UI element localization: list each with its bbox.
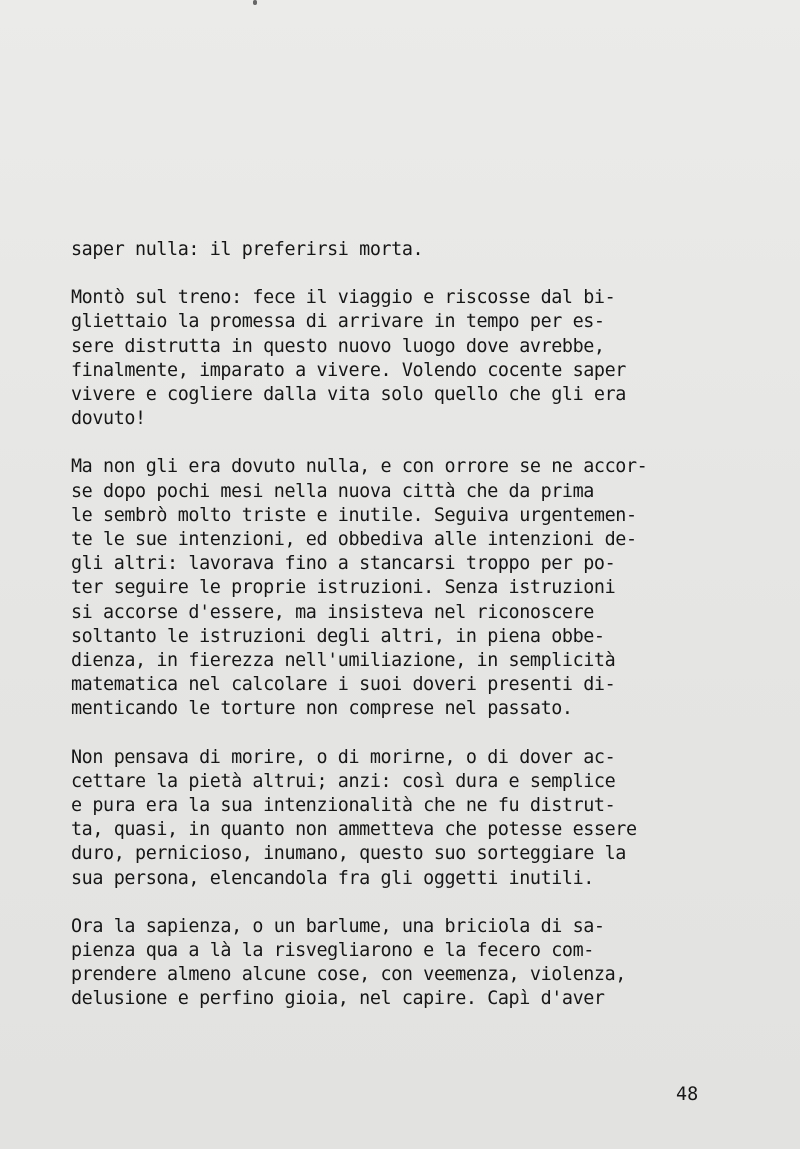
text-line: Montò sul treno: fece il viaggio e riscosse dal bi- — [71, 287, 616, 309]
text-line: matematica nel calcolare i suoi doveri presenti di- — [71, 674, 616, 696]
text-line: vivere e cogliere dalla vita solo quello che gli era — [71, 384, 626, 406]
text-line: prendere almeno alcune cose, con veemenza, violenza, — [71, 964, 626, 986]
scan-mark — [253, 0, 257, 5]
text-line: pienza qua a là la risvegliarono e la fecero com- — [71, 940, 594, 962]
text-line: se dopo pochi mesi nella nuova città che da prima — [71, 480, 594, 502]
text-line: cettare la pietà altrui; anzi: così dura e semplice — [71, 770, 616, 792]
text-line: le sembrò molto triste e inutile. Seguiva urgentemen- — [71, 504, 637, 526]
page-number: 48 — [676, 1084, 699, 1105]
text-line: ter seguire le proprie istruzioni. Senza istruzioni — [71, 577, 616, 599]
paragraph-1 — [71, 238, 771, 262]
text-line: duro, pernicioso, inumano, questo suo sorteggiare la — [71, 843, 626, 865]
body-text — [71, 238, 771, 1036]
paragraph-2 — [71, 286, 771, 431]
text-line: dovuto! — [71, 408, 146, 430]
text-line: gli altri: lavorava fino a stancarsi troppo per po- — [71, 553, 616, 575]
text-line: finalmente, imparato a vivere. Volendo cocente saper — [71, 359, 626, 381]
text-line: sua persona, elencandola fra gli oggetti inutili. — [71, 867, 594, 889]
paragraph-4 — [71, 746, 771, 891]
text-line: saper nulla: il preferirsi morta. — [71, 239, 424, 260]
text-line: soltanto le istruzioni degli altri, in piena obbe- — [71, 625, 605, 647]
paragraph-5 — [71, 915, 771, 1012]
text-line: Non pensava di morire, o di morirne, o di dover ac- — [71, 746, 616, 768]
text-line: Ma non gli era dovuto nulla, e con orrore se ne accor- — [71, 456, 648, 478]
text-line: menticando le torture non comprese nel passato. — [71, 698, 573, 720]
text-line: sere distrutta in questo nuovo luogo dove avrebbe, — [71, 335, 605, 357]
paragraph-3 — [71, 455, 771, 721]
text-line: dienza, in fierezza nell'umiliazione, in semplicità — [71, 650, 616, 672]
text-line: gliettaio la promessa di arrivare in tempo per es- — [71, 311, 605, 333]
text-line: ta, quasi, in quanto non ammetteva che potesse essere — [71, 819, 637, 841]
text-line: e pura era la sua intenzionalità che ne fu distrut- — [71, 795, 616, 817]
text-line: Ora la sapienza, o un barlume, una briciola di sa- — [71, 915, 605, 937]
text-line: delusione e perfino gioia, nel capire. Capì d'aver — [71, 988, 605, 1010]
text-line: si accorse d'essere, ma insisteva nel riconoscere — [71, 601, 594, 623]
text-line: te le sue intenzioni, ed obbediva alle intenzioni de- — [71, 529, 637, 551]
